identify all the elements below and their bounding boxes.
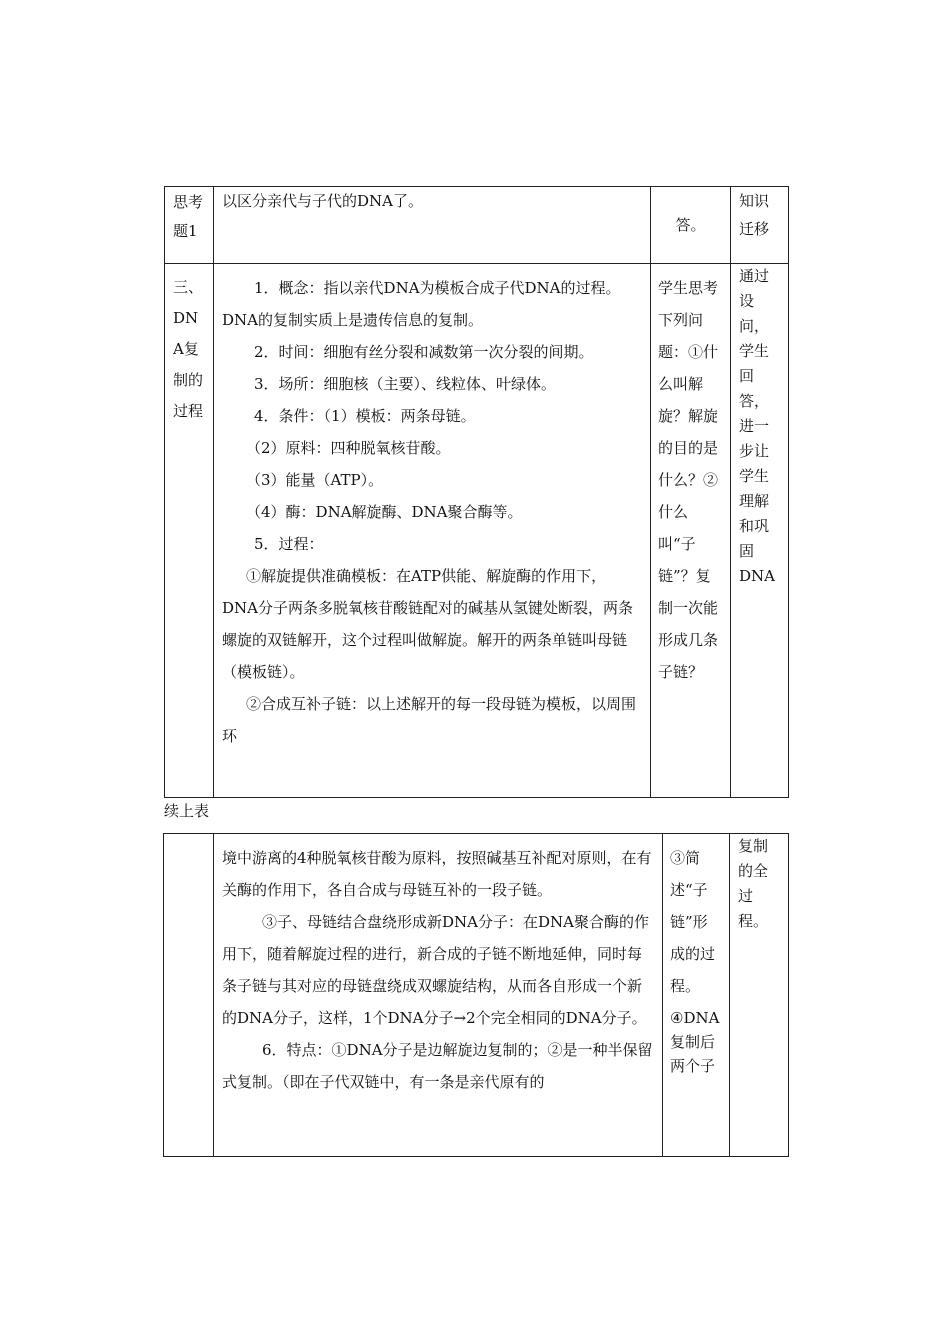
content-paragraph: 2．时间：细胞有丝分裂和减数第一次分裂的间期。 [254, 343, 594, 361]
student-activity-cell [651, 264, 731, 798]
section-cell [165, 264, 214, 798]
design-intent-text: 通过设问，学生回答，进一步让学生理解和巩固DNA [739, 267, 775, 585]
content-paragraph: ③子、母链结合盘绕形成新DNA分子：在DNA聚合酶的作用下，随着解旋过程的进行，新合成的子链不断地延伸，同时每条子链与其对应的母链盘绕成双螺旋结构，从而各自形成一个新的DNA分子，这样，1个DNA分子→2个完全相同的DNA分子。 [222, 913, 649, 1027]
content-paragraph: （2）原料：四种脱氧核苷酸。 [246, 439, 451, 457]
content-cell [214, 264, 651, 798]
content-paragraph: （3）能量（ATP）。 [246, 471, 384, 489]
section-cell [164, 834, 214, 1157]
design-intent-text: 复制的全过程。 [738, 837, 769, 930]
design-intent-cell [731, 187, 789, 264]
table-row [165, 187, 789, 264]
student-activity-text: 答。 [675, 216, 706, 234]
student-activity-cell [651, 187, 731, 264]
student-activity-text: ④DNA复制后两个子 [670, 1009, 720, 1075]
lesson-plan-table-1 [164, 186, 789, 798]
design-intent-text: 知识迁移 [739, 192, 770, 238]
table-row [164, 834, 789, 1157]
table-continued-caption: 续上表 [164, 802, 210, 820]
content-paragraph: ①解旋提供准确模板：在ATP供能、解旋酶的作用下，DNA分子两条多脱氧核苷酸链配对的碱基从氢键处断裂，两条螺旋的双链解开，这个过程叫做解旋。解开的两条单链叫母链（模板链）。 [222, 567, 633, 681]
content-list [214, 834, 662, 1102]
content-list [214, 264, 650, 756]
content-paragraph: （4）酶：DNA解旋酶、DNA聚合酶等。 [246, 503, 523, 521]
lesson-plan-table-2 [163, 833, 789, 1157]
content-paragraph: 境中游离的4种脱氧核苷酸为原料，按照碱基互补配对原则，在有关酶的作用下，各自合成与母链互补的一段子链。 [222, 849, 652, 899]
student-activity-cell [663, 834, 730, 1157]
content-paragraph: 6．特点：①DNA分子是边解旋边复制的；②是一种半保留式复制。（即在子代双链中，有一条是亲代原有的 [222, 1041, 653, 1091]
content-paragraph: ②合成互补子链：以上述解开的每一段母链为模板，以周围环 [222, 695, 637, 745]
student-activity-text: ③简述“子链”形成的过程。 [670, 849, 716, 995]
content-paragraph: 4．条件：（1）模板：两条母链。 [254, 407, 476, 425]
section-cell [165, 187, 214, 264]
content-paragraph: 5．过程： [254, 535, 324, 553]
content-paragraph: 3．场所：细胞核（主要）、线粒体、叶绿体。 [254, 375, 557, 393]
content-paragraph: 1．概念：指以亲代DNA为模板合成子代DNA的过程。DNA的复制实质上是遗传信息的复制。 [222, 279, 621, 329]
student-activity-text: 学生思考下列问题：①什么叫解旋？解旋的目的是什么？②什么叫“子链”？复制一次能形成几条子链？ [658, 279, 719, 681]
content-cell [214, 187, 651, 264]
section-label: 思考题1 [173, 193, 204, 240]
design-intent-cell [730, 834, 789, 1157]
content-text: 以区分亲代与子代的DNA了。 [222, 192, 423, 210]
section-label: 三、DNA复制的过程 [173, 278, 204, 420]
section-label [164, 834, 213, 842]
content-cell [214, 834, 663, 1157]
table-row [165, 264, 789, 798]
design-intent-cell [731, 264, 789, 798]
